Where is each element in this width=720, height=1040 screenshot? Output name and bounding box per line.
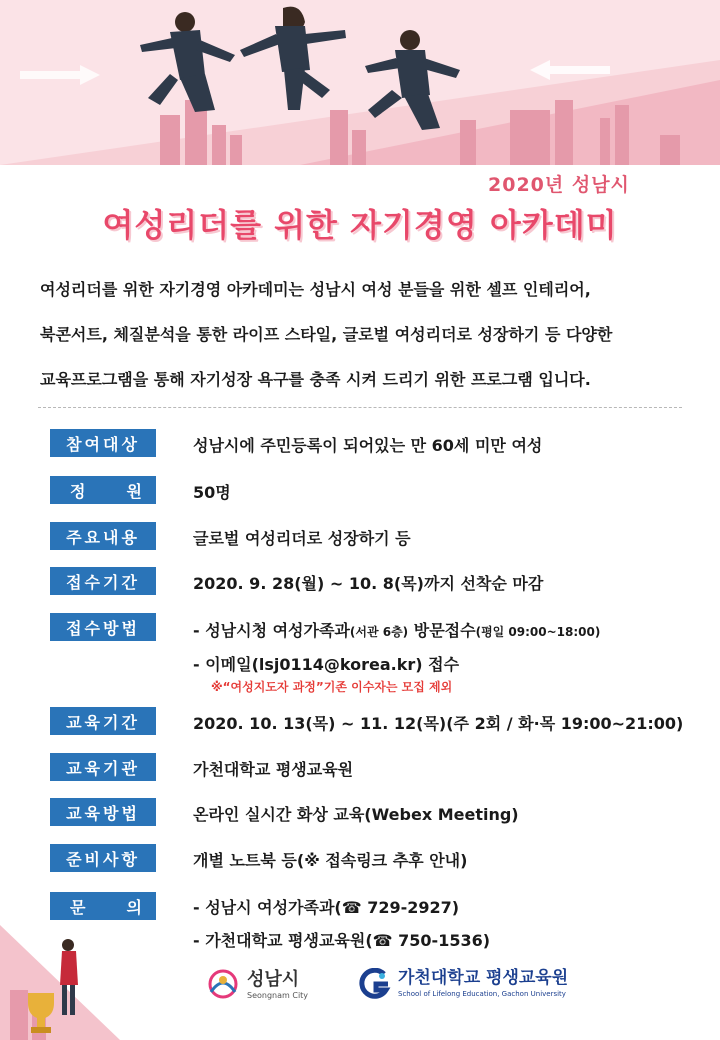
label-method: 교육방법	[50, 798, 156, 826]
label-content: 주요내용	[50, 522, 156, 550]
label-capacity	[50, 476, 156, 504]
label-education-period: 교육기간	[50, 707, 156, 735]
seongnam-logo	[205, 968, 308, 1002]
value-inquiry-line1: - 성남시 여성가족과(☎ 729-2927)	[193, 898, 460, 917]
label-institution: 교육기관	[50, 753, 156, 781]
dashed-divider	[38, 407, 682, 408]
intro-paragraph	[40, 282, 690, 417]
seongnam-eng: Seongnam City	[247, 990, 309, 1000]
method-line1-c: 방문접수	[408, 621, 476, 640]
seongnam-name: 성남시	[247, 968, 300, 990]
label-application-period: 접수기간	[50, 567, 156, 595]
page-title: 여성리더를 위한 자기경영 아카데미	[102, 206, 618, 244]
label-application-method: 접수방법	[50, 613, 156, 641]
value-method: 온라인 실시간 화상 교육(Webex Meeting)	[193, 805, 519, 824]
intro-line: 여성리더를 위한 자기경영 아카데미는 성남시 여성 분들을 위한 셀프 인테리어,	[40, 280, 591, 299]
value-application-method-line1	[193, 618, 600, 641]
label-inquiry-a: 문	[70, 897, 86, 917]
intro-line: 북콘서트, 체질분석을 통한 라이프 스타일, 글로벌 여성리더로 성장하기 등 다양한	[40, 325, 613, 344]
footer-trophy-illustration	[0, 905, 180, 1040]
value-application-method-line2: - 이메일(lsj0114@korea.kr) 접수	[193, 655, 460, 674]
label-capacity-a: 정	[70, 481, 86, 501]
method-line1-d: (평일 09:00~18:00)	[475, 625, 601, 639]
label-inquiry-b: 의	[126, 897, 142, 917]
intro-line: 교육프로그램을 통해 자기성장 욕구를 충족 시켜 드리기 위한 프로그램 입니다.	[40, 370, 591, 389]
value-capacity: 50명	[193, 483, 231, 502]
gachon-emblem-icon	[358, 968, 392, 1000]
seongnam-emblem-icon	[205, 968, 241, 1002]
value-inquiry-line2: - 가천대학교 평생교육원(☎ 750-1536)	[193, 931, 491, 950]
value-participants: 성남시에 주민등록이 되어있는 만 60세 미만 여성	[193, 436, 543, 455]
header-banner	[0, 0, 720, 165]
value-application-period: 2020. 9. 28(월) ~ 10. 8(목)까지 선착순 마감	[193, 574, 544, 593]
value-institution: 가천대학교 평생교육원	[193, 760, 354, 779]
method-line1-a: - 성남시청 여성가족과	[193, 621, 350, 640]
label-participants: 참여대상	[50, 429, 156, 457]
method-line1-b: (서관 6층)	[349, 625, 409, 639]
label-capacity-b: 원	[126, 481, 142, 501]
gachon-logo	[358, 968, 568, 1000]
running-businesspeople-illustration	[0, 0, 720, 165]
value-content: 글로벌 여성리더로 성장하기 등	[193, 529, 411, 548]
gachon-name: 가천대학교 평생교육원	[398, 968, 569, 988]
exclusion-note: ※“여성지도자 과정”기존 이수자는 모집 제외	[211, 680, 453, 694]
gachon-eng: School of Lifelong Education, Gachon University	[398, 990, 566, 998]
year-title: 2020년 성남시	[488, 174, 630, 196]
label-preparation: 준비사항	[50, 844, 156, 872]
value-preparation: 개별 노트북 등(※ 접속링크 추후 안내)	[193, 851, 468, 870]
value-education-period: 2020. 10. 13(목) ~ 11. 12(목)(주 2회 / 화·목 19:00~21:00)	[193, 714, 684, 733]
